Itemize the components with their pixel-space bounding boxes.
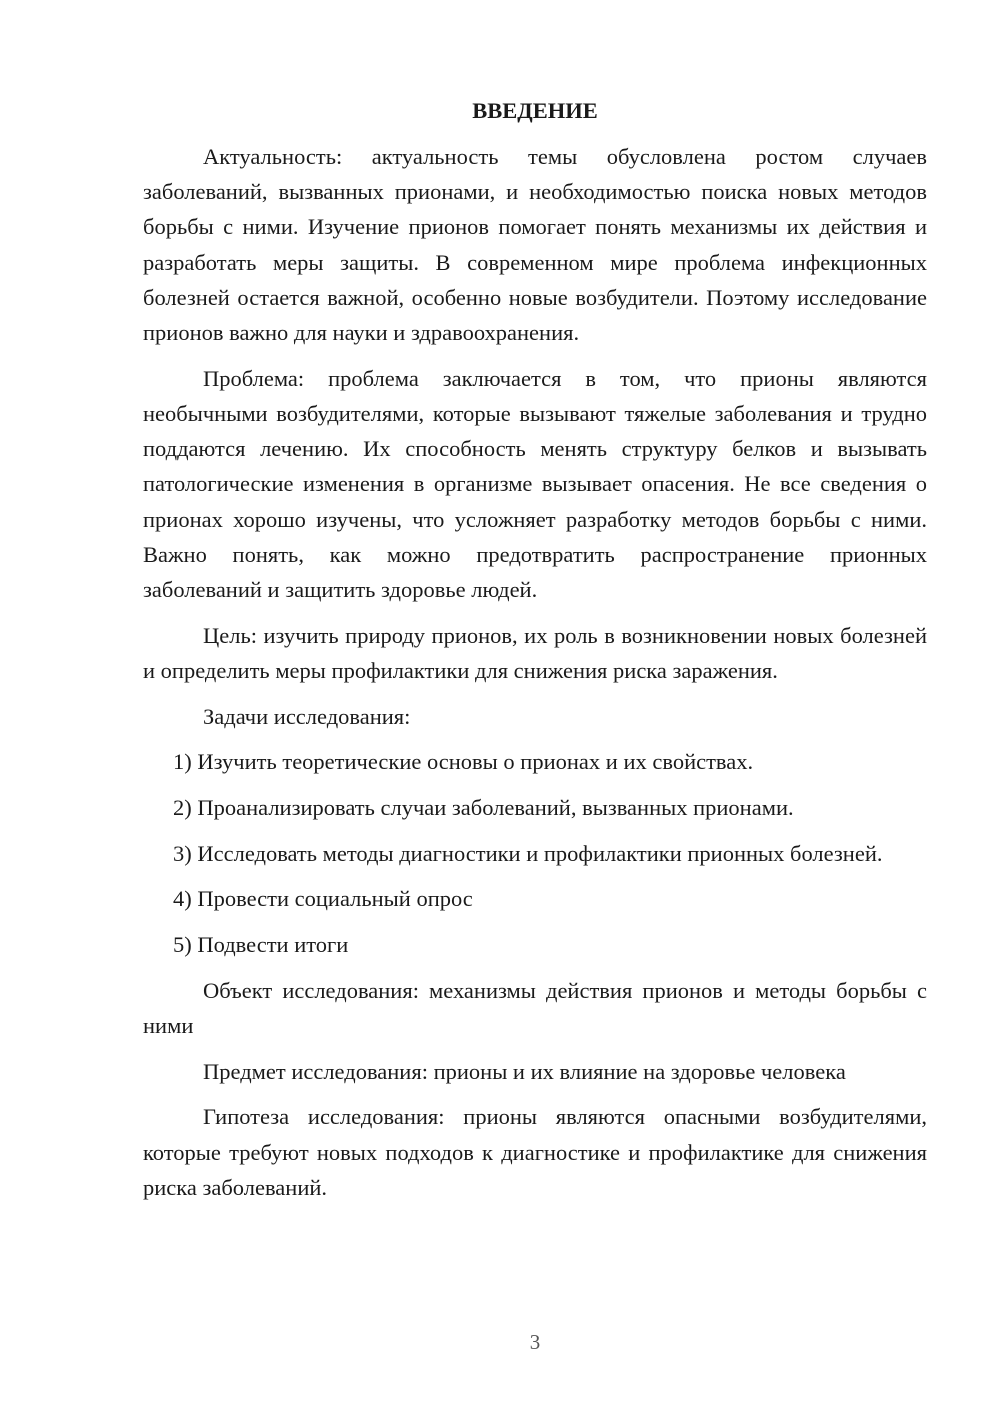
task-item-4: 4) Провести социальный опрос bbox=[173, 886, 473, 912]
paragraph-goal: Цель: изучить природу прионов, их роль в возникновении новых болезней и определить меры профилактики для снижения риска заражения. bbox=[143, 622, 927, 683]
page-number: 3 bbox=[529, 1330, 541, 1354]
task-item-5: 5) Подвести итоги bbox=[173, 932, 349, 958]
paragraph-tasks-title: Задачи исследования: bbox=[203, 703, 411, 729]
paragraph-object: Объект исследования: механизмы действия прионов и методы борьбы с ними bbox=[143, 977, 927, 1038]
section-heading: ВВЕДЕНИЕ bbox=[472, 98, 598, 123]
paragraph-relevance: Актуальность: актуальность темы обусловлена ростом случаев заболеваний, вызванных прионами, и необходимостью поиска новых методов борьбы с ними. Изучение прионов помогает понять механизмы их действия и разработать меры защиты. В современном мире проблема инфекционных болезней остается важной, особенно новые возбудители. Поэтому исследование прионов важно для науки и здравоохранения. bbox=[143, 144, 927, 346]
paragraph-hypothesis: Гипотеза исследования: прионы являются опасными возбудителями, которые требуют новых подходов к диагностике и профилактике для снижения риска заболеваний. bbox=[143, 1104, 927, 1200]
document-page bbox=[143, 93, 927, 1215]
task-item-2: 2) Проанализировать случаи заболеваний, вызванных прионами. bbox=[173, 794, 794, 820]
paragraph-problem: Проблема: проблема заключается в том, что прионы являются необычными возбудителями, которые вызывают тяжелые заболевания и трудно поддаются лечению. Их способность менять структуру белков и вызывать патологические изменения в организме вызывает опасения. Не все сведения о прионах хорошо изучены, что усложняет разработку методов борьбы с ними. Важно понять, как можно предотвратить распространение прионных заболеваний и защитить здоровье людей. bbox=[143, 365, 927, 602]
task-item-3: 3) Исследовать методы диагностики и профилактики прионных болезней. bbox=[173, 840, 883, 866]
paragraph-subject: Предмет исследования: прионы и их влияние на здоровье человека bbox=[203, 1058, 846, 1084]
task-item-1: 1) Изучить теоретические основы о прионах и их свойствах. bbox=[173, 749, 754, 775]
